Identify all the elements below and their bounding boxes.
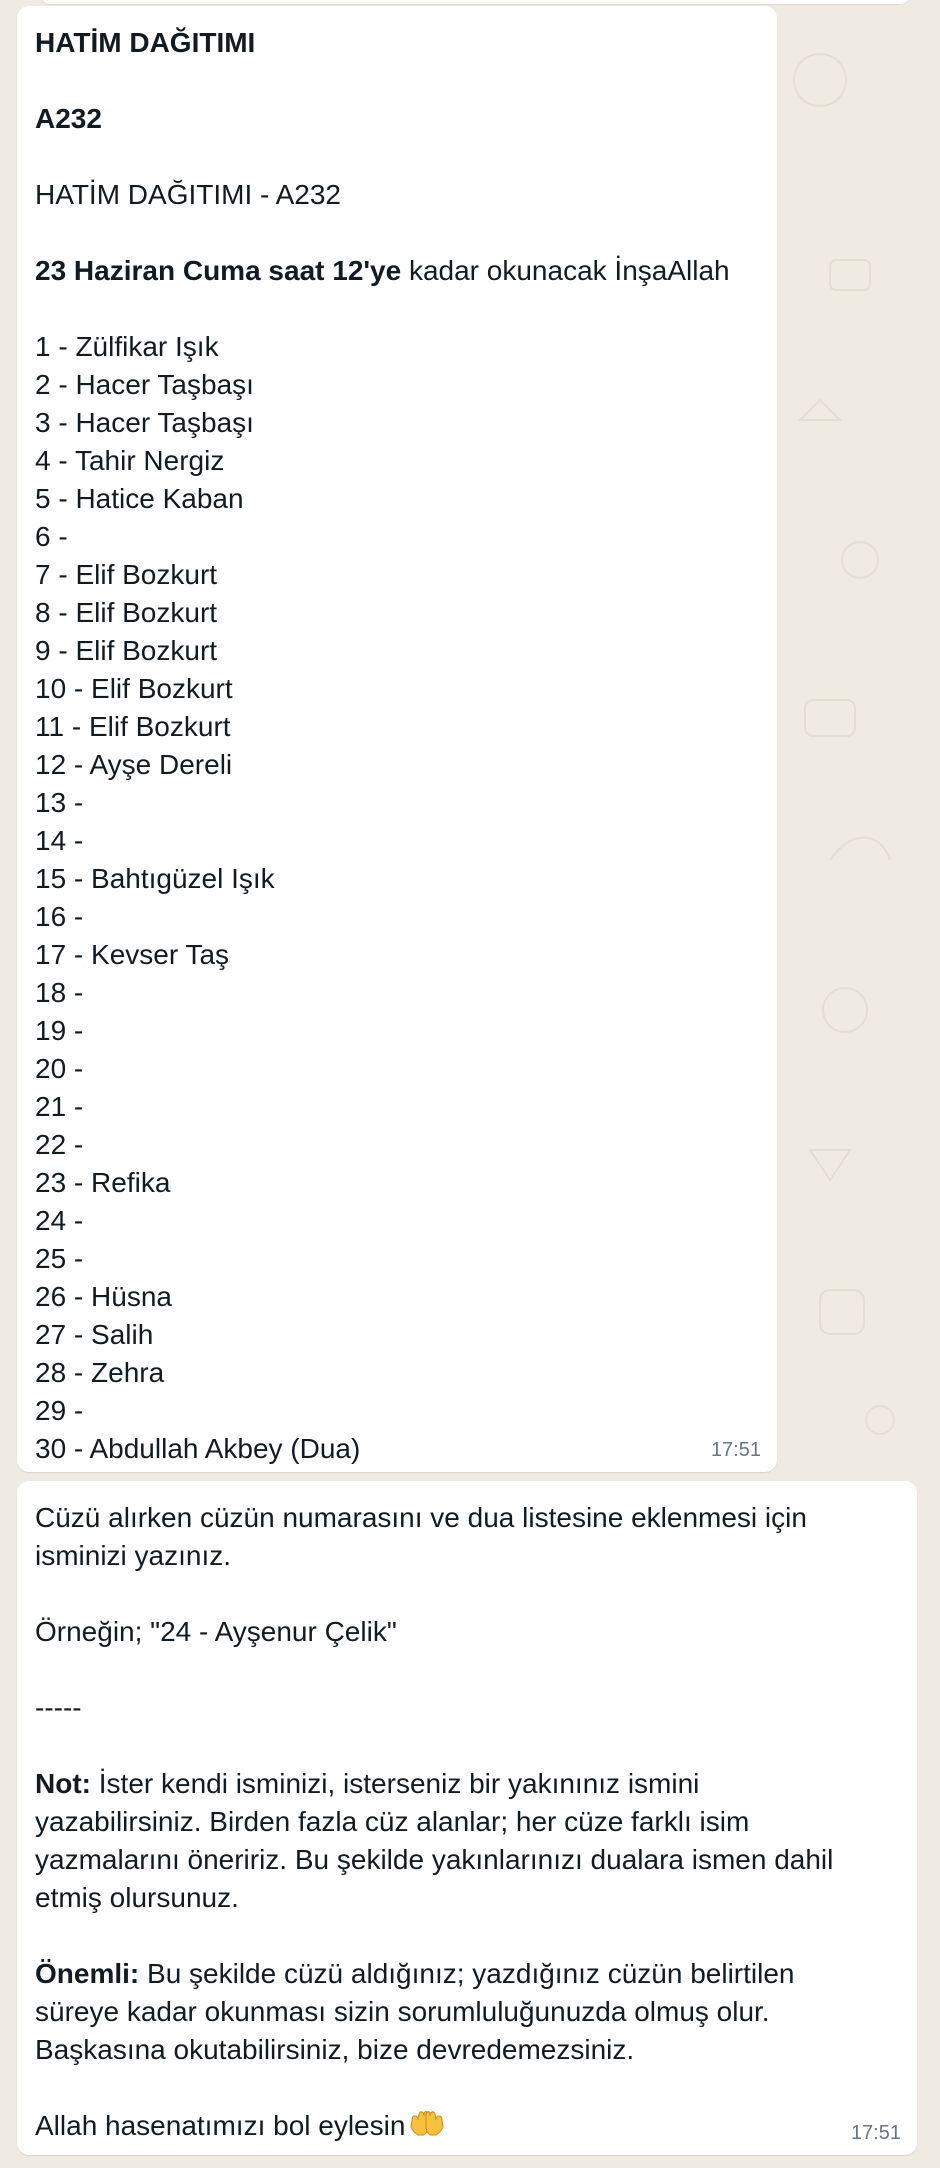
juz-entry: 30 - Abdullah Akbey (Dua): [35, 1433, 361, 1464]
juz-entry: 11 - Elif Bozkurt: [35, 711, 231, 742]
note-text: İster kendi isminizi, isterseniz bir yakınınız ismini: [90, 1768, 700, 1799]
juz-list: [35, 328, 757, 1468]
deadline-text: kadar okunacak İnşaAllah: [401, 255, 730, 286]
juz-entry: 6 -: [35, 521, 68, 552]
juz-entry: 24 -: [35, 1205, 84, 1236]
message-code: A232: [35, 103, 102, 134]
previous-message-edge: [40, 0, 910, 4]
juz-entry: 7 - Elif Bozkurt: [35, 559, 218, 590]
juz-entry: 5 - Hatice Kaban: [35, 483, 244, 514]
juz-entry: 2 - Hacer Taşbaşı: [35, 369, 254, 400]
separator-text: -----: [35, 1692, 82, 1723]
juz-entry: 18 -: [35, 977, 84, 1008]
juz-entry: 15 - Bahtıgüzel Işık: [35, 863, 275, 894]
intro-text-line: Cüzü alırken cüzün numarasını ve dua listesine eklenmesi için: [35, 1502, 807, 1533]
juz-entry: 9 - Elif Bozkurt: [35, 635, 218, 666]
message-title: HATİM DAĞITIMI: [35, 27, 256, 58]
closing-line: [35, 2107, 897, 2145]
juz-entry: 23 - Refika: [35, 1167, 171, 1198]
juz-entry: 20 -: [35, 1053, 84, 1084]
message-bubble-instructions[interactable]: [17, 1481, 917, 2155]
juz-entry: 29 -: [35, 1395, 84, 1426]
juz-entry: 27 - Salih: [35, 1319, 154, 1350]
closing-text: Allah hasenatımızı bol eylesin: [35, 2110, 406, 2141]
deadline-date: 23 Haziran Cuma saat 12'ye: [35, 255, 402, 286]
note-line: yazabilirsiniz. Birden fazla cüz alanlar; her cüze farklı isim: [35, 1806, 750, 1837]
juz-entry: 12 - Ayşe Dereli: [35, 749, 233, 780]
juz-entry: 28 - Zehra: [35, 1357, 165, 1388]
example-text: Örneğin; "24 - Ayşenur Çelik": [35, 1616, 397, 1647]
juz-entry: 25 -: [35, 1243, 84, 1274]
important-label: Önemli:: [35, 1958, 140, 1989]
juz-entry: 17 - Kevser Taş: [35, 939, 230, 970]
palms-up-together-icon: [409, 2110, 445, 2152]
important-line: Başkasına okutabilirsiniz, bize devredemezsiniz.: [35, 2034, 635, 2065]
juz-entry: 3 - Hacer Taşbaşı: [35, 407, 254, 438]
intro-text-line: isminizi yazınız.: [35, 1540, 232, 1571]
juz-entry: 26 - Hüsna: [35, 1281, 172, 1312]
juz-entry: 4 - Tahir Nergiz: [35, 445, 225, 476]
juz-entry: 8 - Elif Bozkurt: [35, 597, 218, 628]
message-subtitle: HATİM DAĞITIMI - A232: [35, 179, 341, 210]
deadline-line: [35, 252, 757, 290]
important-line: süreye kadar okunması sizin sorumluluğunuzda olmuş olur.: [35, 1996, 770, 2027]
message-timestamp: 17:51: [850, 2122, 901, 2144]
important-line: [35, 1955, 897, 1993]
message-timestamp: 17:51: [710, 1439, 761, 1461]
juz-entry: 21 -: [35, 1091, 84, 1122]
note-line: [35, 1765, 897, 1803]
juz-entry: 14 -: [35, 825, 84, 856]
juz-entry: 19 -: [35, 1015, 84, 1046]
note-line: etmiş olursunuz.: [35, 1882, 239, 1913]
juz-entry: 22 -: [35, 1129, 84, 1160]
important-text: Bu şekilde cüzü aldığınız; yazdığınız cüzün belirtilen: [139, 1958, 795, 1989]
juz-entry: 1 - Zülfikar Işık: [35, 331, 219, 362]
juz-entry: 16 -: [35, 901, 84, 932]
juz-entry: 13 -: [35, 787, 84, 818]
juz-entry: 10 - Elif Bozkurt: [35, 673, 233, 704]
note-label: Not:: [35, 1768, 91, 1799]
message-bubble-distribution-list[interactable]: [17, 6, 777, 1472]
note-line: yazmalarını öneririz. Bu şekilde yakınlarınızı dualara ismen dahil: [35, 1844, 834, 1875]
